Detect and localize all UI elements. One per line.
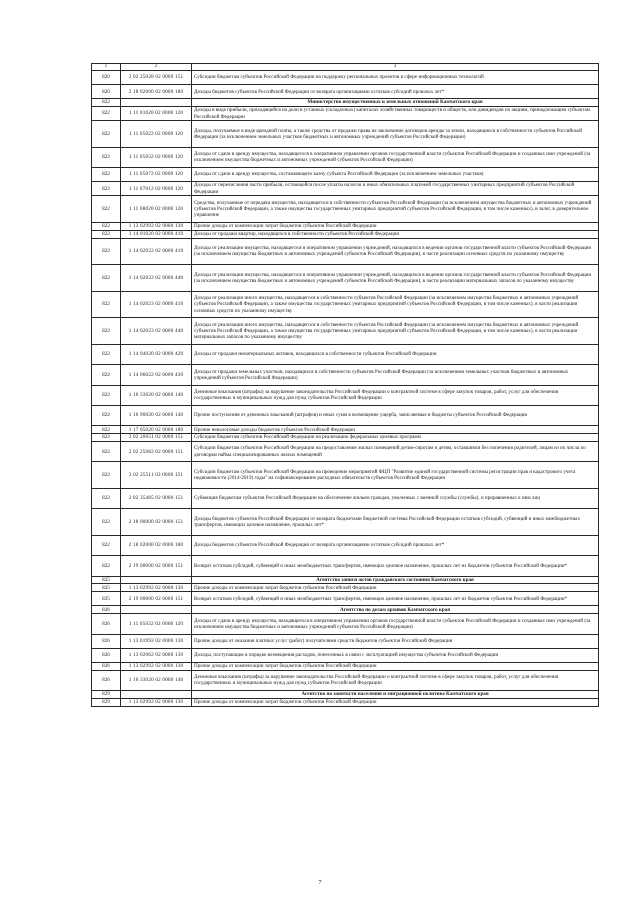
admin-code-cell: 822 [92, 426, 121, 434]
revenue-name-cell: Доходы от реализации иного имущества, находящегося в собственности субъектов Российской Федерации (за исключением имущества бюджетных и автономных учреждений субъектов Российской Федерации, а также имущества государственных унитарных предприятий субъектов Российской Федерации, в том числе казенных), в части реализации основных средств по указанному имуществу [192, 291, 599, 318]
admin-code-cell: 822 [92, 365, 121, 385]
revenue-code-cell: 1 16 33020 02 0000 140 [121, 385, 192, 405]
revenue-code-cell: 1 11 05032 02 0000 120 [121, 147, 192, 167]
revenue-code-cell: 2 18 00000 02 0000 151 [121, 509, 192, 536]
admin-code-cell: 822 [92, 488, 121, 508]
table-row [92, 509, 599, 536]
revenue-code-cell: 1 11 05022 02 0000 120 [121, 121, 192, 148]
table-row [92, 147, 599, 167]
admin-code-cell: 822 [92, 434, 121, 442]
admin-code-cell: 825 [92, 592, 121, 606]
revenue-code-cell: 1 11 05072 02 0000 120 [121, 168, 192, 182]
admin-code-cell: 820 [92, 71, 121, 85]
table-row [92, 365, 599, 385]
revenue-code-cell: 2 02 25082 02 0000 151 [121, 441, 192, 461]
revenue-name-cell: Прочие доходы от компенсации затрат бюджетов субъектов Российской Федерации [192, 222, 599, 230]
admin-code-cell: 822 [92, 182, 121, 196]
revenue-code-cell: 2 02 25028 02 0000 151 [121, 71, 192, 85]
admin-code-cell: 822 [92, 222, 121, 230]
admin-code-cell: 829 [92, 690, 121, 698]
revenue-code-table [91, 63, 599, 707]
revenue-name-cell: Доходы от сдачи в аренду имущества, находящегося в оперативном управлении органов государственной власти субъектов Российской Федерации и созданных ими учреждений (за исключением имущества бюджетных и автономных учреждений субъектов Российской Федерации) [192, 147, 599, 167]
revenue-name-cell: Прочие доходы от компенсации затрат бюджетов субъектов Российской Федерации [192, 662, 599, 670]
admin-code-cell: 825 [92, 584, 121, 592]
revenue-name-cell: Доходы бюджетов субъектов Российской Федерации от возврата организациями остатков субсидий прошлых лет* [192, 535, 599, 555]
table-row [92, 441, 599, 461]
revenue-code-cell: 2 02 20051 02 0000 151 [121, 434, 192, 442]
revenue-name-cell: Агентство по делам архивов Камчатского края [192, 606, 599, 614]
admin-code-cell: 822 [92, 405, 121, 425]
revenue-code-cell: 1 17 05020 02 0000 180 [121, 426, 192, 434]
revenue-name-cell: Прочие доходы от компенсации затрат бюджетов субъектов Российской Федерации [192, 698, 599, 706]
agency-header-row [92, 606, 599, 614]
revenue-name-cell: Доходы от сдачи в аренду имущества, составляющего казну субъекта Российской Федерации (за исключением земельных участков) [192, 168, 599, 182]
revenue-name-cell: Доходы от продажи нематериальных активов, находящихся в собственности субъектов Российской Федерации [192, 344, 599, 364]
table-row [92, 614, 599, 634]
revenue-code-cell: 1 13 02992 02 0000 130 [121, 698, 192, 706]
revenue-code-cell: 1 13 01992 02 0000 130 [121, 634, 192, 648]
table-row [92, 462, 599, 489]
admin-code-cell: 822 [92, 509, 121, 536]
revenue-name-cell: Агентство по занятости населения и миграционной политике Камчатского края [192, 690, 599, 698]
revenue-name-cell: Денежные взыскания (штрафы) за нарушение законодательства Российской Федерации о контрактной системе в сфере закупок товаров, работ, услуг для обеспечения государственных и муниципальных нужд для нужд субъектов Российской Федерации [192, 385, 599, 405]
admin-code-cell: 822 [92, 291, 121, 318]
table-row [92, 556, 599, 576]
revenue-name-cell: Доходы, получаемые в виде арендной платы, а также средства от продажи права на заключение договоров аренды за земли, находящиеся в собственности субъектов Российской Федерации (за исключением земельных участков бюджетных и автономных учреждений субъектов Российской Федерации) [192, 121, 599, 148]
header-col-2: 2 [121, 64, 192, 71]
table-row [92, 182, 599, 196]
revenue-name-cell: Агентство записи актов гражданского состояния Камчатского края [192, 576, 599, 584]
revenue-name-cell: Доходы от реализации иного имущества, находящегося в собственности субъектов Российской Федерации (за исключением имущества бюджетных и автономных учреждений субъектов Российской Федерации, а также имущества государственных унитарных предприятий субъектов Российской Федерации, в том числе казенных), в части реализации материальных запасов по указанному имуществу [192, 318, 599, 345]
revenue-code-cell: 1 13 02992 02 0000 130 [121, 222, 192, 230]
revenue-code-cell: 2 19 00000 02 0000 151 [121, 592, 192, 606]
revenue-name-cell: Прочие доходы от оказания платных услуг (работ) получателями средств бюджетов субъектов Российской Федерации [192, 634, 599, 648]
revenue-name-cell: Доходы бюджетов субъектов Российской Федерации от возврата бюджетами бюджетной системы Российской Федерации остатков субсидий, субвенций и иных межбюджетных трансфертов, имеющих целевое назначение, прошлых лет* [192, 509, 599, 536]
revenue-name-cell: Средства, получаемые от передачи имущества, находящегося в собственности субъектов Российской Федерации (за исключением имущества бюджетных и автономных учреждений субъектов Российской Федерации, а также имущества государственных унитарных предприятий субъектов Российской Федерации, в том числе казенных), в залог, в доверительное управление [192, 196, 599, 223]
revenue-code-cell: 1 14 02023 02 0000 440 [121, 318, 192, 345]
revenue-name-cell: Доходы, поступающие в порядке возмещения расходов, понесенных в связи с эксплуатацией имущества субъектов Российской Федерации [192, 648, 599, 662]
revenue-code-cell: 1 14 02023 02 0000 410 [121, 291, 192, 318]
revenue-code-cell: 1 16 33020 02 0000 140 [121, 670, 192, 690]
revenue-name-cell: Субсидии бюджетам субъектов Российской Федерации на поддержку региональных проектов в сфере информационных технологий [192, 71, 599, 85]
table-row [92, 648, 599, 662]
admin-code-cell: 822 [92, 99, 121, 107]
table-row [92, 634, 599, 648]
admin-code-cell: 826 [92, 634, 121, 648]
admin-code-cell: 822 [92, 462, 121, 489]
revenue-name-cell: Возврат остатков субсидий, субвенций и иных межбюджетных трансфертов, имеющих целевое назначение, прошлых лет из бюджетов субъектов Российской Федерации* [192, 556, 599, 576]
admin-code-cell: 822 [92, 196, 121, 223]
revenue-name-cell: Министерство имущественных и земельных отношений Камчатского края [192, 99, 599, 107]
revenue-code-cell: 2 18 02000 02 0000 180 [121, 85, 192, 99]
revenue-code-cell [121, 690, 192, 698]
agency-header-row [92, 576, 599, 584]
revenue-code-cell [121, 99, 192, 107]
table-row [92, 434, 599, 442]
page-number: 7 [318, 880, 322, 886]
revenue-code-cell: 1 14 06022 02 0000 430 [121, 365, 192, 385]
admin-code-cell: 822 [92, 265, 121, 292]
revenue-name-cell: Субсидии бюджетам субъектов Российской Федерации на проведение мероприятий ФЦП "Развитие единой государственной системы регистрации прав и кадастрового учета недвижимости (2014-2019) годы" на софинансирование расходных обязательств субъектов Российской Федерации [192, 462, 599, 489]
table-row [92, 670, 599, 690]
admin-code-cell: 826 [92, 614, 121, 634]
table-row [92, 535, 599, 555]
table-row [92, 121, 599, 148]
admin-code-cell: 822 [92, 238, 121, 265]
revenue-name-cell: Доходы от реализации имущества, находящегося в оперативном управлении учреждений, находящихся в ведении органов государственной власти субъектов Российской Федерации (за исключением имущества бюджетных и автономных учреждений субъектов Российской Федерации), в части реализации основных средств по указанному имуществу [192, 238, 599, 265]
admin-code-cell: 822 [92, 344, 121, 364]
revenue-code-cell: 1 14 02022 02 0000 440 [121, 265, 192, 292]
revenue-code-cell: 1 11 07012 02 0000 120 [121, 182, 192, 196]
revenue-name-cell: Доходы бюджетов субъектов Российской Федерации от возврата организациями остатков субсидий прошлых лет* [192, 85, 599, 99]
table-row [92, 698, 599, 706]
revenue-name-cell: Прочие поступления от денежных взысканий (штрафов) и иных сумм в возмещение ущерба, зачисляемые в бюджеты субъектов Российской Федерации [192, 405, 599, 425]
table-row [92, 85, 599, 99]
admin-code-cell: 826 [92, 662, 121, 670]
revenue-code-cell: 2 02 25511 02 0000 151 [121, 462, 192, 489]
revenue-code-cell: 2 19 00000 02 0000 151 [121, 556, 192, 576]
admin-code-cell: 822 [92, 318, 121, 345]
revenue-code-cell: 2 02 35485 02 0000 151 [121, 488, 192, 508]
admin-code-cell: 822 [92, 121, 121, 148]
revenue-name-cell: Доходы от продажи земельных участков, находящихся в собственности субъектов Российской Федерации (за исключением земельных участков бюджетных и автономных учреждений субъектов Российской Федерации) [192, 365, 599, 385]
table-row [92, 318, 599, 345]
revenue-code-cell: 1 13 02062 02 0000 130 [121, 648, 192, 662]
admin-code-cell: 822 [92, 556, 121, 576]
header-col-1: 1 [92, 64, 121, 71]
admin-code-cell: 822 [92, 107, 121, 121]
table-row [92, 662, 599, 670]
table-row [92, 238, 599, 265]
revenue-name-cell: Субвенция бюджетам субъектов Российской Федерации на обеспечение жильем граждан, уволенных с военной службы (службы), и приравненных к ним лиц [192, 488, 599, 508]
revenue-name-cell: Возврат остатков субсидий, субвенций и иных межбюджетных трансфертов, имеющих целевое назначение, прошлых лет из бюджетов субъектов Российской Федерации* [192, 592, 599, 606]
revenue-name-cell: Прочие доходы от компенсации затрат бюджетов субъектов Российской Федерации [192, 584, 599, 592]
table-row [92, 344, 599, 364]
table-row [92, 385, 599, 405]
table-row [92, 291, 599, 318]
revenue-code-cell: 2 18 02000 02 0000 180 [121, 535, 192, 555]
revenue-name-cell: Денежные взыскания (штрафы) за нарушение законодательства Российской Федерации о контрактной системе в сфере закупок товаров, работ, услуг для обеспечения государственных и муниципальных нужд для нужд субъектов Российской Федерации [192, 670, 599, 690]
admin-code-cell: 822 [92, 385, 121, 405]
table-header-row [92, 64, 599, 71]
table-row [92, 592, 599, 606]
revenue-code-cell: 1 14 04020 02 0000 420 [121, 344, 192, 364]
admin-code-cell: 822 [92, 168, 121, 182]
table-row [92, 426, 599, 434]
table-row [92, 196, 599, 223]
revenue-code-table-container [91, 63, 599, 707]
table-row [92, 230, 599, 238]
revenue-name-cell: Доходы от перечисления части прибыли, остающейся после уплаты налогов и иных обязательных платежей государственных унитарных предприятий субъектов Российской Федерации [192, 182, 599, 196]
revenue-name-cell: Доходы от сдачи в аренду имущества, находящегося в оперативном управлении органов государственной власти субъектов Российской Федерации и созданных ими учреждений (за исключением имущества бюджетных и автономных учреждений субъектов Российской Федерации) [192, 614, 599, 634]
revenue-name-cell: Доходы от реализации имущества, находящегося в оперативном управлении учреждений, находящихся в ведении органов государственной власти субъектов Российской Федерации (за исключением имущества бюджетных и автономных учреждений субъектов Российской Федерации), в части реализации материальных запасов по указанному имуществу [192, 265, 599, 292]
table-row [92, 405, 599, 425]
admin-code-cell: 826 [92, 606, 121, 614]
table-row [92, 107, 599, 121]
revenue-code-cell: 1 13 02992 02 0000 130 [121, 662, 192, 670]
revenue-code-cell: 1 14 02022 02 0000 410 [121, 238, 192, 265]
revenue-name-cell: Субсидии бюджетам субъектов Российской Федерации на предоставление жилых помещений детям-сиротам и детям, оставшимся без попечения родителей, лицам из их числа по договорам найма специализированных жилых помещений [192, 441, 599, 461]
revenue-name-cell: Доходы от продажи квартир, находящихся в собственности субъектов Российской Федерации [192, 230, 599, 238]
admin-code-cell: 829 [92, 698, 121, 706]
revenue-code-cell: 1 11 01020 02 0000 120 [121, 107, 192, 121]
admin-code-cell: 822 [92, 535, 121, 555]
admin-code-cell: 822 [92, 230, 121, 238]
revenue-code-cell [121, 576, 192, 584]
revenue-code-cell: 1 16 90020 02 0000 140 [121, 405, 192, 425]
admin-code-cell: 826 [92, 648, 121, 662]
agency-header-row [92, 99, 599, 107]
table-row [92, 584, 599, 592]
revenue-code-cell: 1 11 05032 02 0000 120 [121, 614, 192, 634]
header-col-3: 3 [192, 64, 599, 71]
revenue-code-cell: 1 11 08020 02 0000 120 [121, 196, 192, 223]
table-row [92, 168, 599, 182]
table-row [92, 265, 599, 292]
table-row [92, 488, 599, 508]
revenue-name-cell: Доходы в виде прибыли, приходящейся на доли в уставных (складочных) капиталах хозяйственных товариществ и обществ, или дивидендов по акциям, принадлежащим субъектам Российской Федерации [192, 107, 599, 121]
revenue-code-cell [121, 606, 192, 614]
revenue-code-cell: 1 14 01020 02 0000 410 [121, 230, 192, 238]
revenue-code-cell: 1 13 02992 02 0000 130 [121, 584, 192, 592]
admin-code-cell: 825 [92, 576, 121, 584]
table-row [92, 71, 599, 85]
admin-code-cell: 826 [92, 670, 121, 690]
revenue-name-cell: Прочие неналоговые доходы бюджетов субъектов Российской Федерации [192, 426, 599, 434]
admin-code-cell: 820 [92, 85, 121, 99]
revenue-name-cell: Субсидии бюджетам субъектов Российской Федерации на реализацию федеральных целевых программ [192, 434, 599, 442]
table-row [92, 222, 599, 230]
agency-header-row [92, 690, 599, 698]
admin-code-cell: 822 [92, 147, 121, 167]
admin-code-cell: 822 [92, 441, 121, 461]
